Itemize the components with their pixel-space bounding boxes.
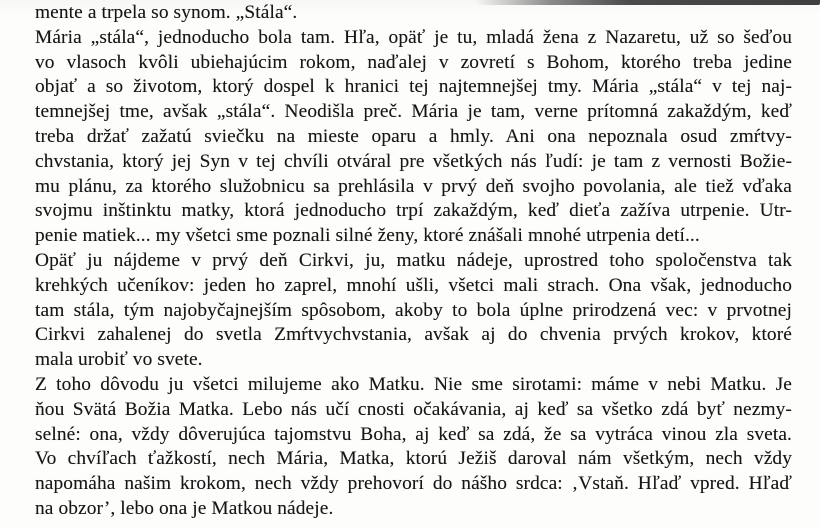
paragraph <box>35 1 792 26</box>
text-line: chvstania, ktorý jej Syn v tej chvíli otváral pre všetkých nás ľudí: je tam z vernosti Božie- <box>35 150 792 172</box>
paragraph <box>35 26 792 249</box>
text-line: selné: ona, vždy dôverujúca tajomstvu Boha, aj keď sa zdá, že sa vytráca vinou zla sveta. <box>35 423 792 445</box>
text-line: vo vlasoch kvôli ubiehajúcim rokom, naďalej v zovretí s Bohom, ktorého treba jedine <box>35 51 792 73</box>
text-line: Opäť ju nájdeme v prvý deň Cirkvi, ju, matku nádeje, uprostred toho spoločenstva tak <box>35 249 792 271</box>
text-line: ňou Svätá Božia Matka. Lebo nás učí cnosti očakávania, aj keď sa všetko zdá byť nezmy- <box>35 398 792 420</box>
paragraph <box>35 249 792 373</box>
text-line: svojmu inštinktu matky, ktorá jednoducho trpí zakaždým, keď dieťa zažíva utrpenie. Utr- <box>35 200 792 222</box>
text-line: penie matiek... my všetci sme poznali silné ženy, ktoré znášali mnohé utrpenia detí... <box>35 225 700 247</box>
text-line: mala urobiť vo svete. <box>35 349 203 371</box>
text-line: mente a trpela so synom. „Stála“. <box>35 2 298 23</box>
text-line: temnejšej tme, avšak „stála“. Neodišla preč. Mária je tam, verne prítomná zakaždým, keď <box>35 101 792 123</box>
text-line: napomáha našim krokom, nech vždy prehovorí do nášho srdca: ‚Vstaň. Hľaď vpred. Hľaď <box>35 473 792 495</box>
text-line: na obzor’, lebo ona je Matkou nádeje. <box>35 497 334 519</box>
text-line: treba držať zažatú sviečku na mieste oparu a hmly. Ani ona nepoznala osud zmŕtvy- <box>35 125 792 147</box>
text-line: Z toho dôvodu ju všetci milujeme ako Matku. Nie sme sirotami: máme v nebi Matku. Je <box>35 373 792 395</box>
text-line: Cirkvi zahalenej do svetla Zmŕtvychvstania, avšak aj do chvenia prvých krokov, ktoré <box>35 324 792 346</box>
text-block <box>35 1 792 522</box>
paragraph <box>35 373 792 522</box>
text-line: mu plánu, za ktorého služobnicu sa prehlásila v prvý deň svojho povolania, ale tiež vďaka <box>35 175 792 197</box>
text-line: Mária „stála“, jednoducho bola tam. Hľa, opäť je tu, mladá žena z Nazaretu, už so šeďou <box>35 26 792 48</box>
text-line: objať a so životom, ktorý dospel k hranici tej najtemnejšej tmy. Mária „stála“ v tej naj- <box>35 76 792 98</box>
text-line: tam stála, tým najobyčajnejším spôsobom, akoby to bola úplne prirodzená vec: v prvotnej <box>35 299 792 321</box>
text-line: krehkých učeníkov: jeden ho zaprel, mnohí ušli, všetci mali strach. Ona však, jednoducho <box>35 274 792 296</box>
text-line: Vo chvíľach ťažkostí, nech Mária, Matka, ktorú Ježiš daroval nám všetkým, nech vždy <box>35 448 792 470</box>
